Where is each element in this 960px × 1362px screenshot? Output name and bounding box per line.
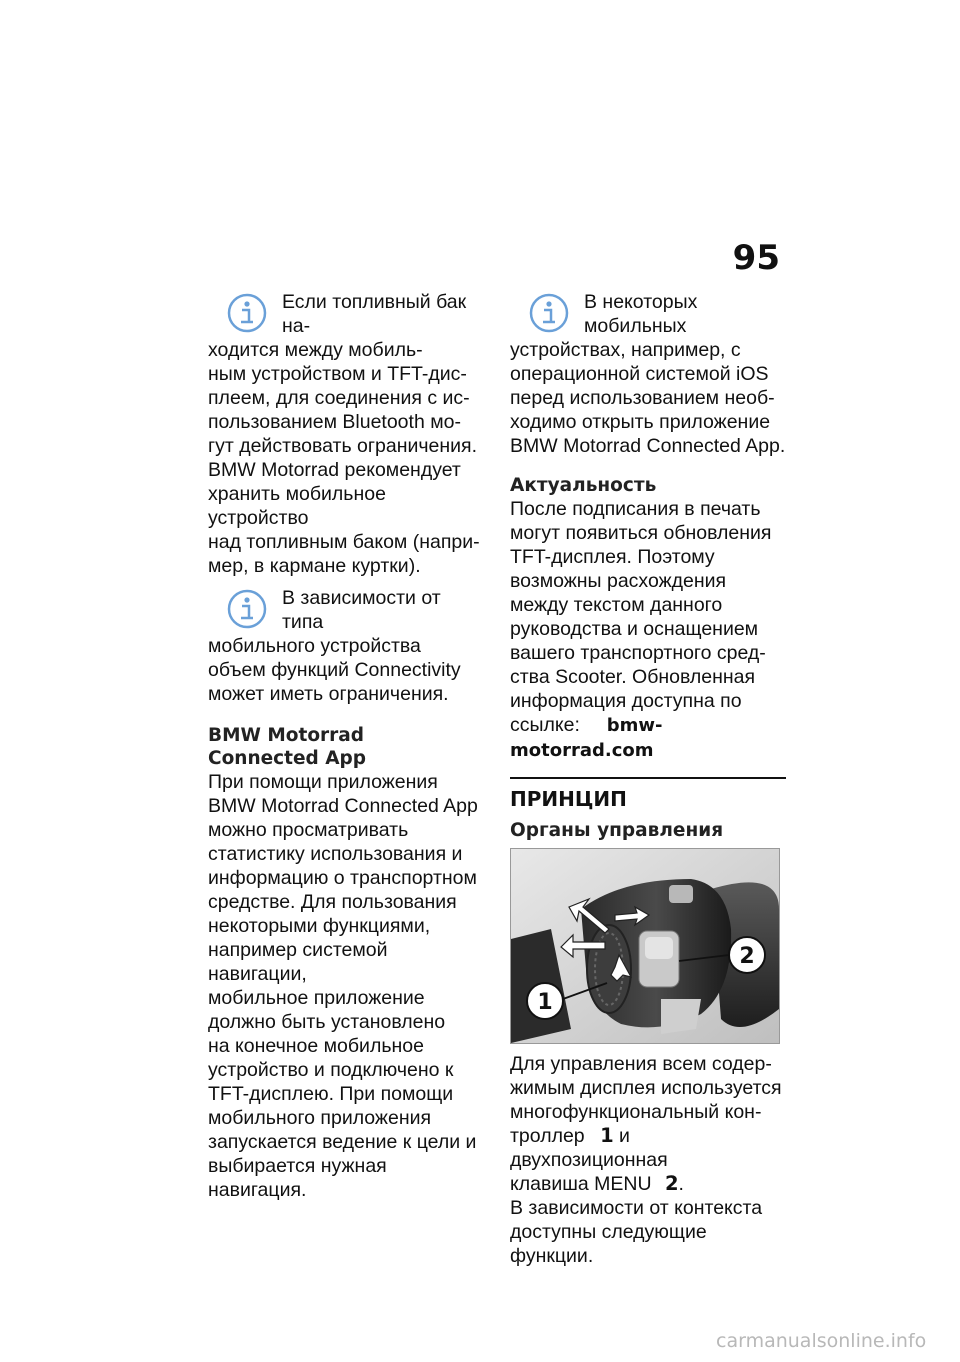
connected-app-body: При помощи приложения BMW Motorrad Connected App можно просматривать статистику использования и информацию о транспортном средстве. Для пользования некоторыми функциями, например системой навигации, мобильное приложение должно быть установлено на конечное мобильное устройство и подключено к TFT-дисплею. При помощи мобильного приложения запускается ведение к цели и выбирается нужная навигация. bbox=[208, 771, 478, 1201]
info-note-ios bbox=[510, 290, 786, 458]
info-note-bluetooth bbox=[208, 290, 484, 578]
top-button bbox=[669, 885, 693, 903]
right-column bbox=[510, 290, 786, 1268]
actuality-body: После подписания в печать могут появиться обновления TFT-дисплея. Поэтому возможны расхождения между текстом данного руководства и оснащением вашего транспортного сред- ства Scooter. Обновленная информация доступна по ссылке: bmw-motorrad.com bbox=[510, 498, 772, 761]
callout-1 bbox=[527, 983, 563, 1019]
section-title-controls: Органы управления bbox=[510, 820, 724, 841]
footer-watermark: carmanualsonline.info bbox=[716, 1330, 927, 1352]
note-text: Если топливный бак на- ходится между мобиль- ным устройством и TFT-дис- плеем, для соединения с ис- пользованием Bluetooth мо- гут действовать ограничения. BMW Motorrad рекомендует хранить мобильное устройство над топливным баком (напри- мер, в кармане куртки). bbox=[208, 291, 480, 577]
info-icon bbox=[226, 588, 268, 630]
left-column bbox=[208, 290, 484, 1202]
section-title-principle: ПРИНЦИП bbox=[510, 777, 786, 811]
section-title-connected-app: BMW Motorrad Connected App bbox=[208, 725, 367, 769]
ref-controller-number: 1 bbox=[600, 1124, 614, 1147]
callout-2 bbox=[729, 937, 765, 973]
lower-switch bbox=[661, 999, 701, 1034]
website-link[interactable]: bmw-motorrad.com bbox=[510, 715, 663, 761]
note-text: В некоторых мобильных устройствах, например, с операционной системой iOS перед использованием необ- ходимо открыть приложение BMW Motorrad Connected App. bbox=[510, 291, 786, 457]
info-icon bbox=[226, 292, 268, 334]
info-icon bbox=[528, 292, 570, 334]
link-prefix: ссылке: bbox=[510, 714, 580, 736]
page-number: 95 bbox=[732, 238, 780, 278]
handlebar-controls-figure bbox=[510, 848, 780, 1044]
section-title-actuality: Актуальность bbox=[510, 475, 657, 496]
ref-menu-number: 2 bbox=[664, 1172, 679, 1195]
callout-label-2: 2 bbox=[739, 944, 755, 969]
note-text: В зависимости от типа мобильного устройства объем функций Connectivity может иметь ограничения. bbox=[208, 587, 461, 705]
info-note-connectivity bbox=[208, 586, 484, 706]
callout-label-1: 1 bbox=[537, 990, 553, 1015]
controls-description: Для управления всем содер- жимым дисплея используется многофункциональный кон- троллер 1 и двухпозиционная клавиша MENU 2. В зависимости от контекста доступны следующие функции. bbox=[510, 1053, 782, 1267]
